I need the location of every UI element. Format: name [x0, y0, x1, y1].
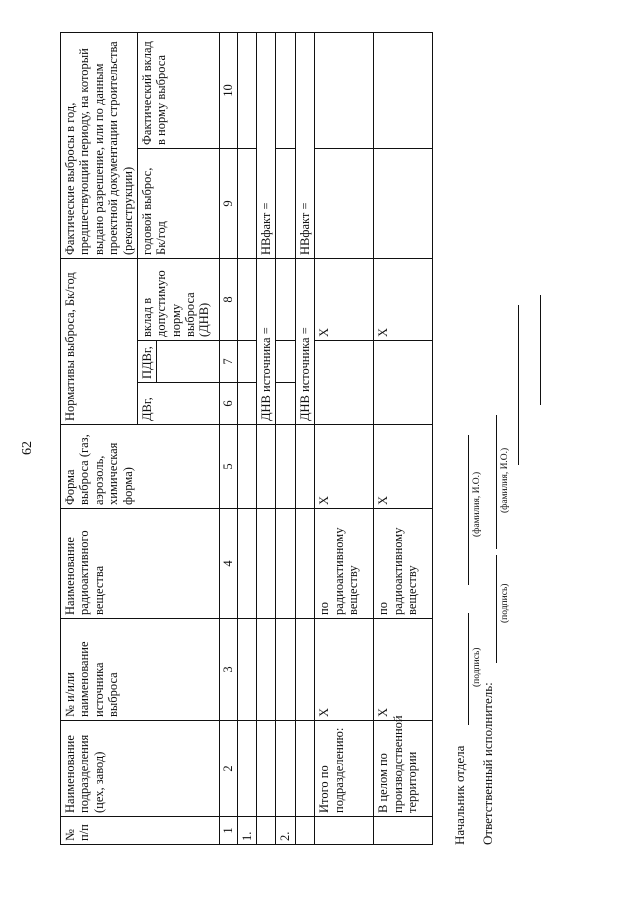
header-source: № и/или наименование источника выброса	[61, 619, 220, 721]
extra-line	[518, 305, 519, 465]
header-form: Форма выброса (газ, аэрозоль, химическая форма)	[61, 425, 220, 509]
by-substance-label: по радиоактивному веществу	[374, 509, 433, 619]
executor-name-caption: (фамилия, И.О.)	[500, 447, 510, 513]
header-substance: Наименование радиоактивного вещества	[61, 509, 220, 619]
header-n-pp: № п/п	[61, 817, 220, 845]
x-mark: X	[315, 425, 374, 509]
executor-signature-line	[496, 555, 497, 663]
section-2-number: 2.	[276, 817, 295, 845]
column-number-row	[220, 32, 237, 844]
col-num: 3	[220, 619, 237, 721]
header-actual: Фактические выбросы в год, предшествующий периоду, на который выдано разрешение, или по данным проектной документации строительства (реконструкции)	[61, 32, 138, 258]
col-num: 6	[220, 383, 237, 425]
col-num: 2	[220, 721, 237, 817]
total-subdivision-row	[315, 32, 374, 844]
executor-name-line	[496, 415, 497, 549]
head-name-caption: (фамилия, И.О.)	[472, 471, 482, 537]
col-num: 9	[220, 148, 237, 258]
head-signature-caption: (подпись)	[472, 647, 482, 687]
col-num: 4	[220, 509, 237, 619]
header-dv: ДВг,	[137, 383, 219, 425]
nv-fact-cell: НВфакт =	[257, 32, 276, 258]
x-mark: X	[315, 258, 374, 340]
head-of-department-label: Начальник отдела	[452, 745, 467, 845]
page-number: 62	[20, 441, 35, 455]
col-num: 7	[220, 341, 237, 383]
x-mark: X	[374, 258, 433, 340]
source-summary-row	[257, 32, 276, 844]
rotated-page	[20, 15, 620, 875]
total-subdivision-label: Итого по подразделению:	[315, 721, 374, 817]
col-num: 10	[220, 32, 237, 148]
col-num: 5	[220, 425, 237, 509]
dnv-source-cell: ДНВ источника =	[295, 258, 314, 424]
emissions-table	[60, 32, 433, 845]
extra-line	[540, 295, 541, 405]
x-mark: X	[374, 619, 433, 721]
section-2-row	[276, 32, 295, 844]
header-subdivision: Наименование подразделения (цех, завод)	[61, 721, 220, 817]
header-row-1	[61, 32, 138, 844]
section-1-row	[237, 32, 256, 844]
executor-signature-caption: (подпись)	[500, 583, 510, 623]
header-actual-contrib: Фактический вклад в норму выброса	[137, 32, 219, 148]
total-territory-label: В целом по производственной территории	[374, 721, 433, 817]
head-signature-line	[468, 613, 469, 725]
by-substance-label: по радиоактивному веществу	[315, 509, 374, 619]
nv-fact-cell: НВфакт =	[295, 32, 314, 258]
header-annual: годовой выброс, Бк/год	[137, 148, 219, 258]
header-norms: Нормативы выброса, Бк/год	[61, 258, 138, 424]
source-summary-row	[295, 32, 314, 844]
head-name-line	[468, 435, 469, 585]
executor-label: Ответственный исполнитель:	[480, 682, 495, 845]
section-1-number: 1.	[237, 817, 256, 845]
x-mark: X	[374, 425, 433, 509]
header-pdv: ПДВг,	[137, 341, 156, 383]
col-num: 1	[220, 817, 237, 845]
header-contrib: вклад в допустимую норму выброса (ДНВ)	[137, 258, 219, 340]
total-territory-row	[374, 32, 433, 844]
header-pdv-blank	[157, 341, 220, 383]
dnv-source-cell: ДНВ источника =	[257, 258, 276, 424]
x-mark: X	[315, 619, 374, 721]
col-num: 8	[220, 258, 237, 340]
